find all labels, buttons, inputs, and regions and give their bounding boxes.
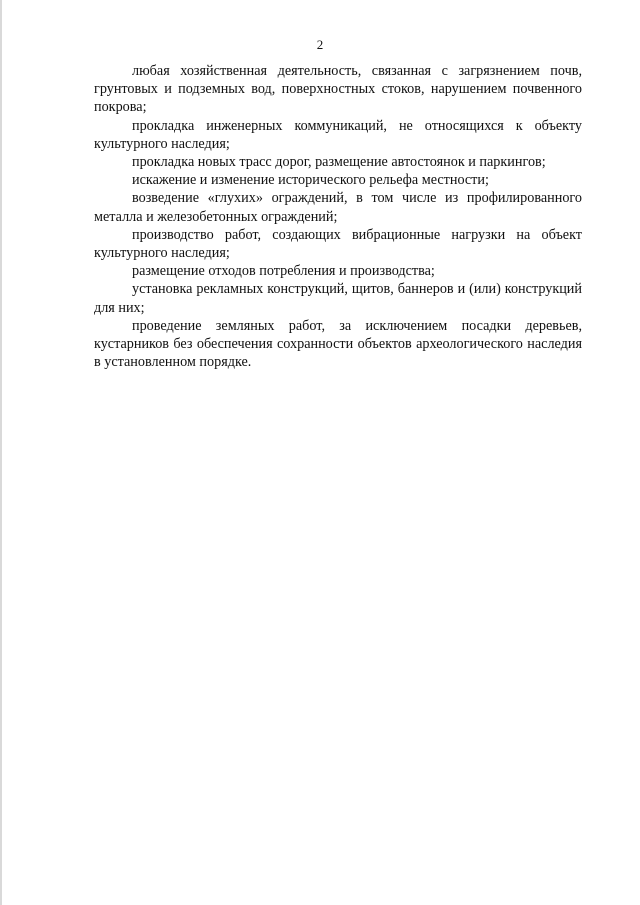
list-item: прокладка инженерных коммуникаций, не относящихся к объекту культурного наследия; bbox=[94, 117, 582, 152]
document-body bbox=[94, 62, 582, 371]
list-item: прокладка новых трасс дорог, размещение автостоянок и паркингов; bbox=[132, 154, 546, 171]
list-item: проведение земляных работ, за исключением посадки деревьев, кустарников без обеспечения сохранности объектов археологического наследия в установленном порядке. bbox=[94, 317, 582, 371]
list-item: любая хозяйственная деятельность, связанная с загрязнением почв, грунтовых и подземных вод, поверхностных стоков, нарушением почвенного покрова; bbox=[94, 63, 582, 116]
list-item: возведение «глухих» ограждений, в том числе из профилированного металла и железобетонных ограждений; bbox=[94, 190, 582, 225]
page-number: 2 bbox=[316, 37, 324, 52]
list-item: искажение и изменение исторического рельефа местности; bbox=[132, 172, 489, 189]
scan-edge bbox=[0, 0, 2, 905]
list-item: установка рекламных конструкций, щитов, баннеров и (или) конструкций для них; bbox=[94, 281, 582, 316]
list-item: производство работ, создающих вибрационные нагрузки на объект культурного наследия; bbox=[94, 226, 582, 262]
list-item: размещение отходов потребления и производства; bbox=[132, 263, 435, 280]
